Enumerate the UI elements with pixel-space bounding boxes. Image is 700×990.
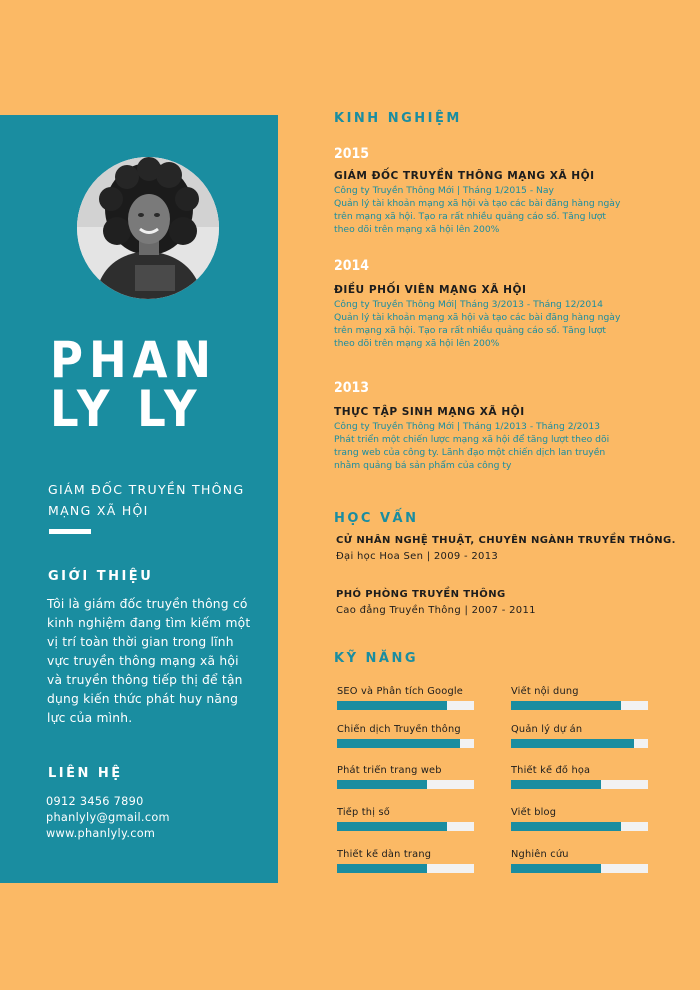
skill-bar-fill [337, 864, 427, 873]
job-title [48, 479, 263, 521]
skill-bar-fill [337, 780, 427, 789]
contact-email[interactable]: phanlyly@gmail.com [46, 811, 170, 824]
skill-label: Chiến dịch Truyền thông [337, 724, 461, 735]
experience-title: GIÁM ĐỐC TRUYỀN THÔNG MẠNG XÃ HỘI [334, 170, 595, 182]
experience-description [334, 298, 634, 350]
person-portrait-icon [77, 157, 219, 299]
skill-bar-track [511, 822, 648, 831]
experience-desc-line: theo dõi trên mạng xã hội lên 200% [334, 224, 500, 235]
skill-label: SEO và Phân tích Google [337, 686, 464, 697]
experience-description [334, 184, 634, 236]
skill-bar-fill [337, 739, 460, 748]
experience-title: THỰC TẬP SINH MẠNG XÃ HỘI [334, 406, 525, 418]
experience-heading: KINH NGHIỆM [334, 111, 462, 126]
education-school: Cao đẳng Truyền Thông | 2007 - 2011 [336, 605, 536, 616]
experience-desc-line: trên mạng xã hội. Tạo ra rất nhiều quảng cáo số. Tăng lượt [334, 211, 606, 222]
skill-label: Thiết kế đồ họa [511, 765, 591, 776]
skill-item [337, 686, 474, 710]
experience-year: 2013 [334, 380, 370, 396]
skill-bar-fill [511, 780, 601, 789]
skill-item [511, 724, 648, 748]
skill-bar-fill [511, 864, 601, 873]
experience-desc-line: nhằm quảng bá sản phẩm của công ty [334, 460, 512, 471]
experience-company: Công ty Truyền Thông Mới| Tháng 3/2013 - Tháng 12/2014 [334, 299, 603, 310]
skill-item [337, 765, 474, 789]
skill-label: Nghiên cứu [511, 849, 569, 860]
skill-item [337, 849, 474, 873]
experience-desc-line: Quản lý tài khoản mạng xã hội và tạo các bài đăng hàng ngày [334, 312, 621, 323]
experience-year: 2014 [334, 258, 370, 274]
skill-item [511, 765, 648, 789]
skill-label: Viết blog [511, 807, 557, 818]
contact-phone: 0912 3456 7890 [46, 795, 144, 808]
experience-company: Công ty Truyền Thông Mới | Tháng 1/2013 - Tháng 2/2013 [334, 421, 601, 432]
skill-bar-track [337, 780, 474, 789]
experience-desc-line: theo dõi trên mạng xã hội lên 200% [334, 338, 500, 349]
experience-desc-line: trên mạng xã hội. Tạo ra rất nhiều quảng cáo số. Tăng lượt [334, 325, 606, 336]
education-degree: CỬ NHÂN NGHỆ THUẬT, CHUYÊN NGÀNH TRUYỀN THÔNG. [336, 535, 676, 546]
name-second-line: LY LY [50, 380, 203, 438]
contact-heading: LIÊN HỆ [48, 766, 123, 781]
skill-bar-fill [511, 822, 621, 831]
skill-item [337, 807, 474, 831]
skill-bar-fill [511, 739, 634, 748]
skill-bar-track [511, 780, 648, 789]
skill-item [511, 686, 648, 710]
skill-bar-track [337, 701, 474, 710]
skill-item [511, 849, 648, 873]
skill-label: Phát triển trang web [337, 765, 442, 776]
contact-website[interactable]: www.phanlyly.com [46, 827, 156, 840]
skill-bar-fill [337, 701, 447, 710]
education-degree: PHÓ PHÒNG TRUYỀN THÔNG [336, 589, 506, 600]
job-title-line-2: MẠNG XÃ HỘI [48, 503, 149, 518]
title-underline [49, 529, 91, 534]
job-title-line-1: GIÁM ĐỐC TRUYỀN THÔNG [48, 482, 245, 497]
experience-desc-line: Phát triển một chiến lược mạng xã hội để tăng lượt theo dõi [334, 434, 610, 445]
skills-heading: KỸ NĂNG [334, 651, 419, 666]
intro-text: Tôi là giám đốc truyền thông có kinh nghiệm đang tìm kiếm một vị trí toàn thời gian trong lĩnh vực truyền thông mạng xã hội và truyền thông tiếp thị để tận dụng kiến thức phát huy năng lực của mình. [47, 597, 251, 725]
skill-bar-track [337, 739, 474, 748]
experience-desc-line: Quản lý tài khoản mạng xã hội và tạo các bài đăng hàng ngày [334, 198, 621, 209]
skill-bar-track [511, 701, 648, 710]
skill-label: Tiếp thị số [337, 807, 390, 818]
skill-label: Thiết kế dàn trang [337, 849, 432, 860]
skill-label: Quản lý dự án [511, 724, 583, 735]
skill-bar-track [511, 864, 648, 873]
experience-year: 2015 [334, 146, 370, 162]
skill-bar-track [511, 739, 648, 748]
education-school: Đại học Hoa Sen | 2009 - 2013 [336, 551, 499, 562]
intro-heading: GIỚI THIỆU [48, 569, 154, 584]
experience-desc-line: trang web của công ty. Lãnh đạo một chiến dịch lan truyền [334, 447, 606, 458]
skill-item [337, 724, 474, 748]
education-heading: HỌC VẤN [334, 511, 419, 526]
skill-label: Viết nội dung [511, 686, 579, 697]
experience-description [334, 420, 634, 472]
profile-photo [77, 157, 219, 299]
skill-bar-fill [511, 701, 621, 710]
skill-item [511, 807, 648, 831]
skill-bar-fill [337, 822, 447, 831]
name-first-line: PHAN [50, 331, 218, 389]
experience-title: ĐIỀU PHỐI VIÊN MẠNG XÃ HỘI [334, 284, 527, 296]
skill-bar-track [337, 822, 474, 831]
experience-company: Công ty Truyền Thông Mới | Tháng 1/2015 - Nay [334, 185, 554, 196]
skill-bar-track [337, 864, 474, 873]
